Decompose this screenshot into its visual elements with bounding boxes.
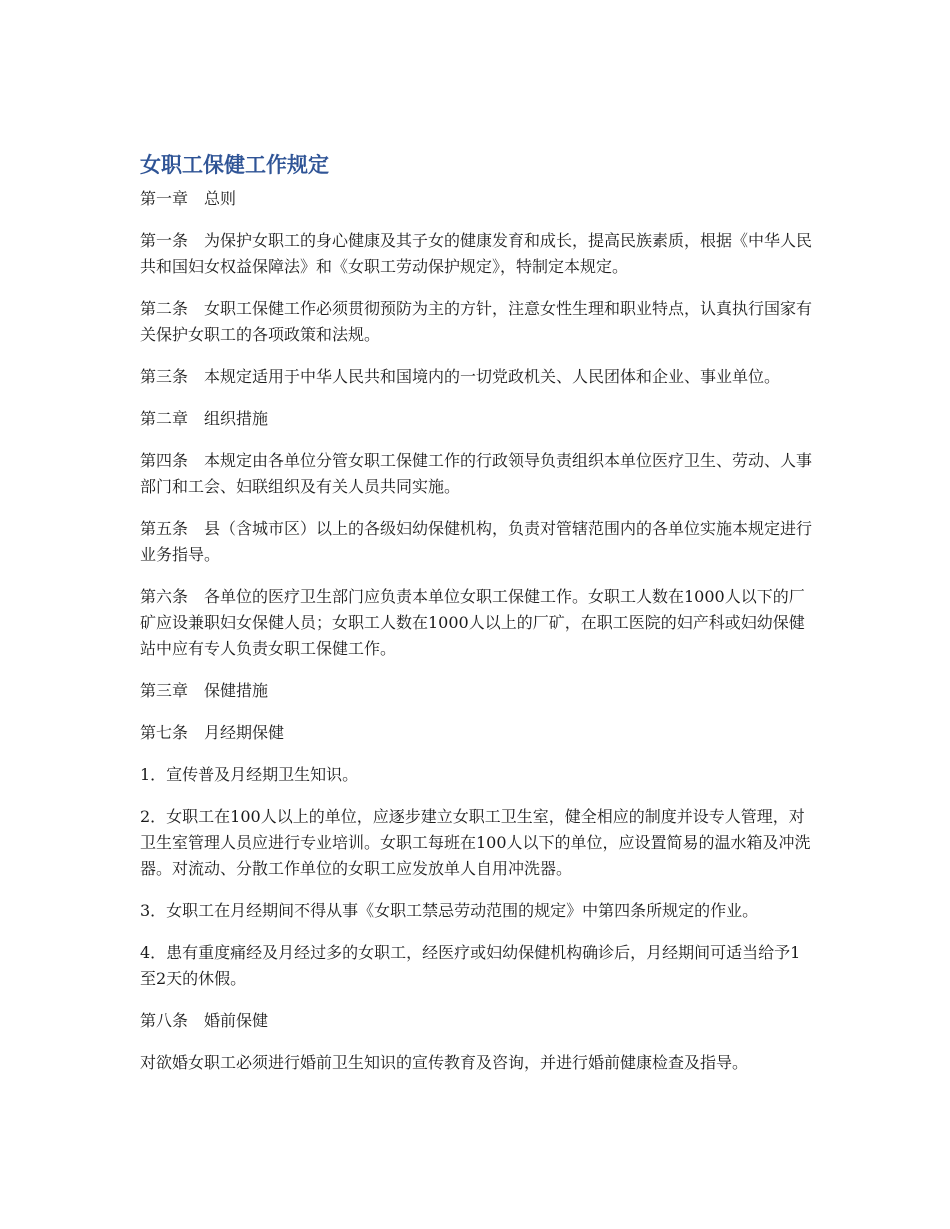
list-item-1: 1．宣传普及月经期卫生知识。 bbox=[140, 765, 359, 784]
article-3: 第三条 本规定适用于中华人民共和国境内的一切党政机关、人民团体和企业、事业单位。 bbox=[140, 367, 781, 386]
article-6: 第六条 各单位的医疗卫生部门应负责本单位女职工保健工作。女职工人数在1000人以下的厂矿应设兼职妇女保健人员；女职工人数在1000人以上的厂矿，在职工医院的妇产科或妇幼保健站中应有专人负责女职工保健工作。 bbox=[140, 587, 805, 658]
list-item-2: 2．女职工在100人以上的单位，应逐步建立女职工卫生室，健全相应的制度并设专人管理，对卫生室管理人员应进行专业培训。女职工每班在100人以下的单位，应设置简易的温水箱及冲洗器。对流动、分散工作单位的女职工应发放单人自用冲洗器。 bbox=[140, 807, 811, 878]
list-item-4: 4．患有重度痛经及月经过多的女职工，经医疗或妇幼保健机构确诊后，月经期间可适当给予1至2天的休假。 bbox=[140, 943, 801, 988]
article-1: 第一条 为保护女职工的身心健康及其子女的健康发育和成长，提高民族素质，根据《中华人民共和国妇女权益保障法》和《女职工劳动保护规定》，特制定本规定。 bbox=[140, 231, 813, 276]
document-body bbox=[140, 150, 812, 1092]
article-5: 第五条 县（含城市区）以上的各级妇幼保健机构，负责对管辖范围内的各单位实施本规定进行业务指导。 bbox=[140, 519, 813, 564]
chapter-heading-2: 第二章 组织措施 bbox=[140, 409, 269, 428]
article-8-body: 对欲婚女职工必须进行婚前卫生知识的宣传教育及咨询，并进行婚前健康检查及指导。 bbox=[140, 1053, 749, 1072]
article-8-heading: 第八条 婚前保健 bbox=[140, 1011, 269, 1030]
chapter-heading-1: 第一章 总则 bbox=[140, 189, 237, 208]
document-title: 女职工保健工作规定 bbox=[140, 153, 329, 177]
article-2: 第二条 女职工保健工作必须贯彻预防为主的方针，注意女性生理和职业特点，认真执行国家有关保护女职工的各项政策和法规。 bbox=[140, 299, 813, 344]
article-4: 第四条 本规定由各单位分管女职工保健工作的行政领导负责组织本单位医疗卫生、劳动、人事部门和工会、妇联组织及有关人员共同实施。 bbox=[140, 451, 813, 496]
article-7-heading: 第七条 月经期保健 bbox=[140, 723, 285, 742]
list-item-3: 3．女职工在月经期间不得从事《女职工禁忌劳动范围的规定》中第四条所规定的作业。 bbox=[140, 901, 759, 920]
chapter-heading-3: 第三章 保健措施 bbox=[140, 681, 269, 700]
